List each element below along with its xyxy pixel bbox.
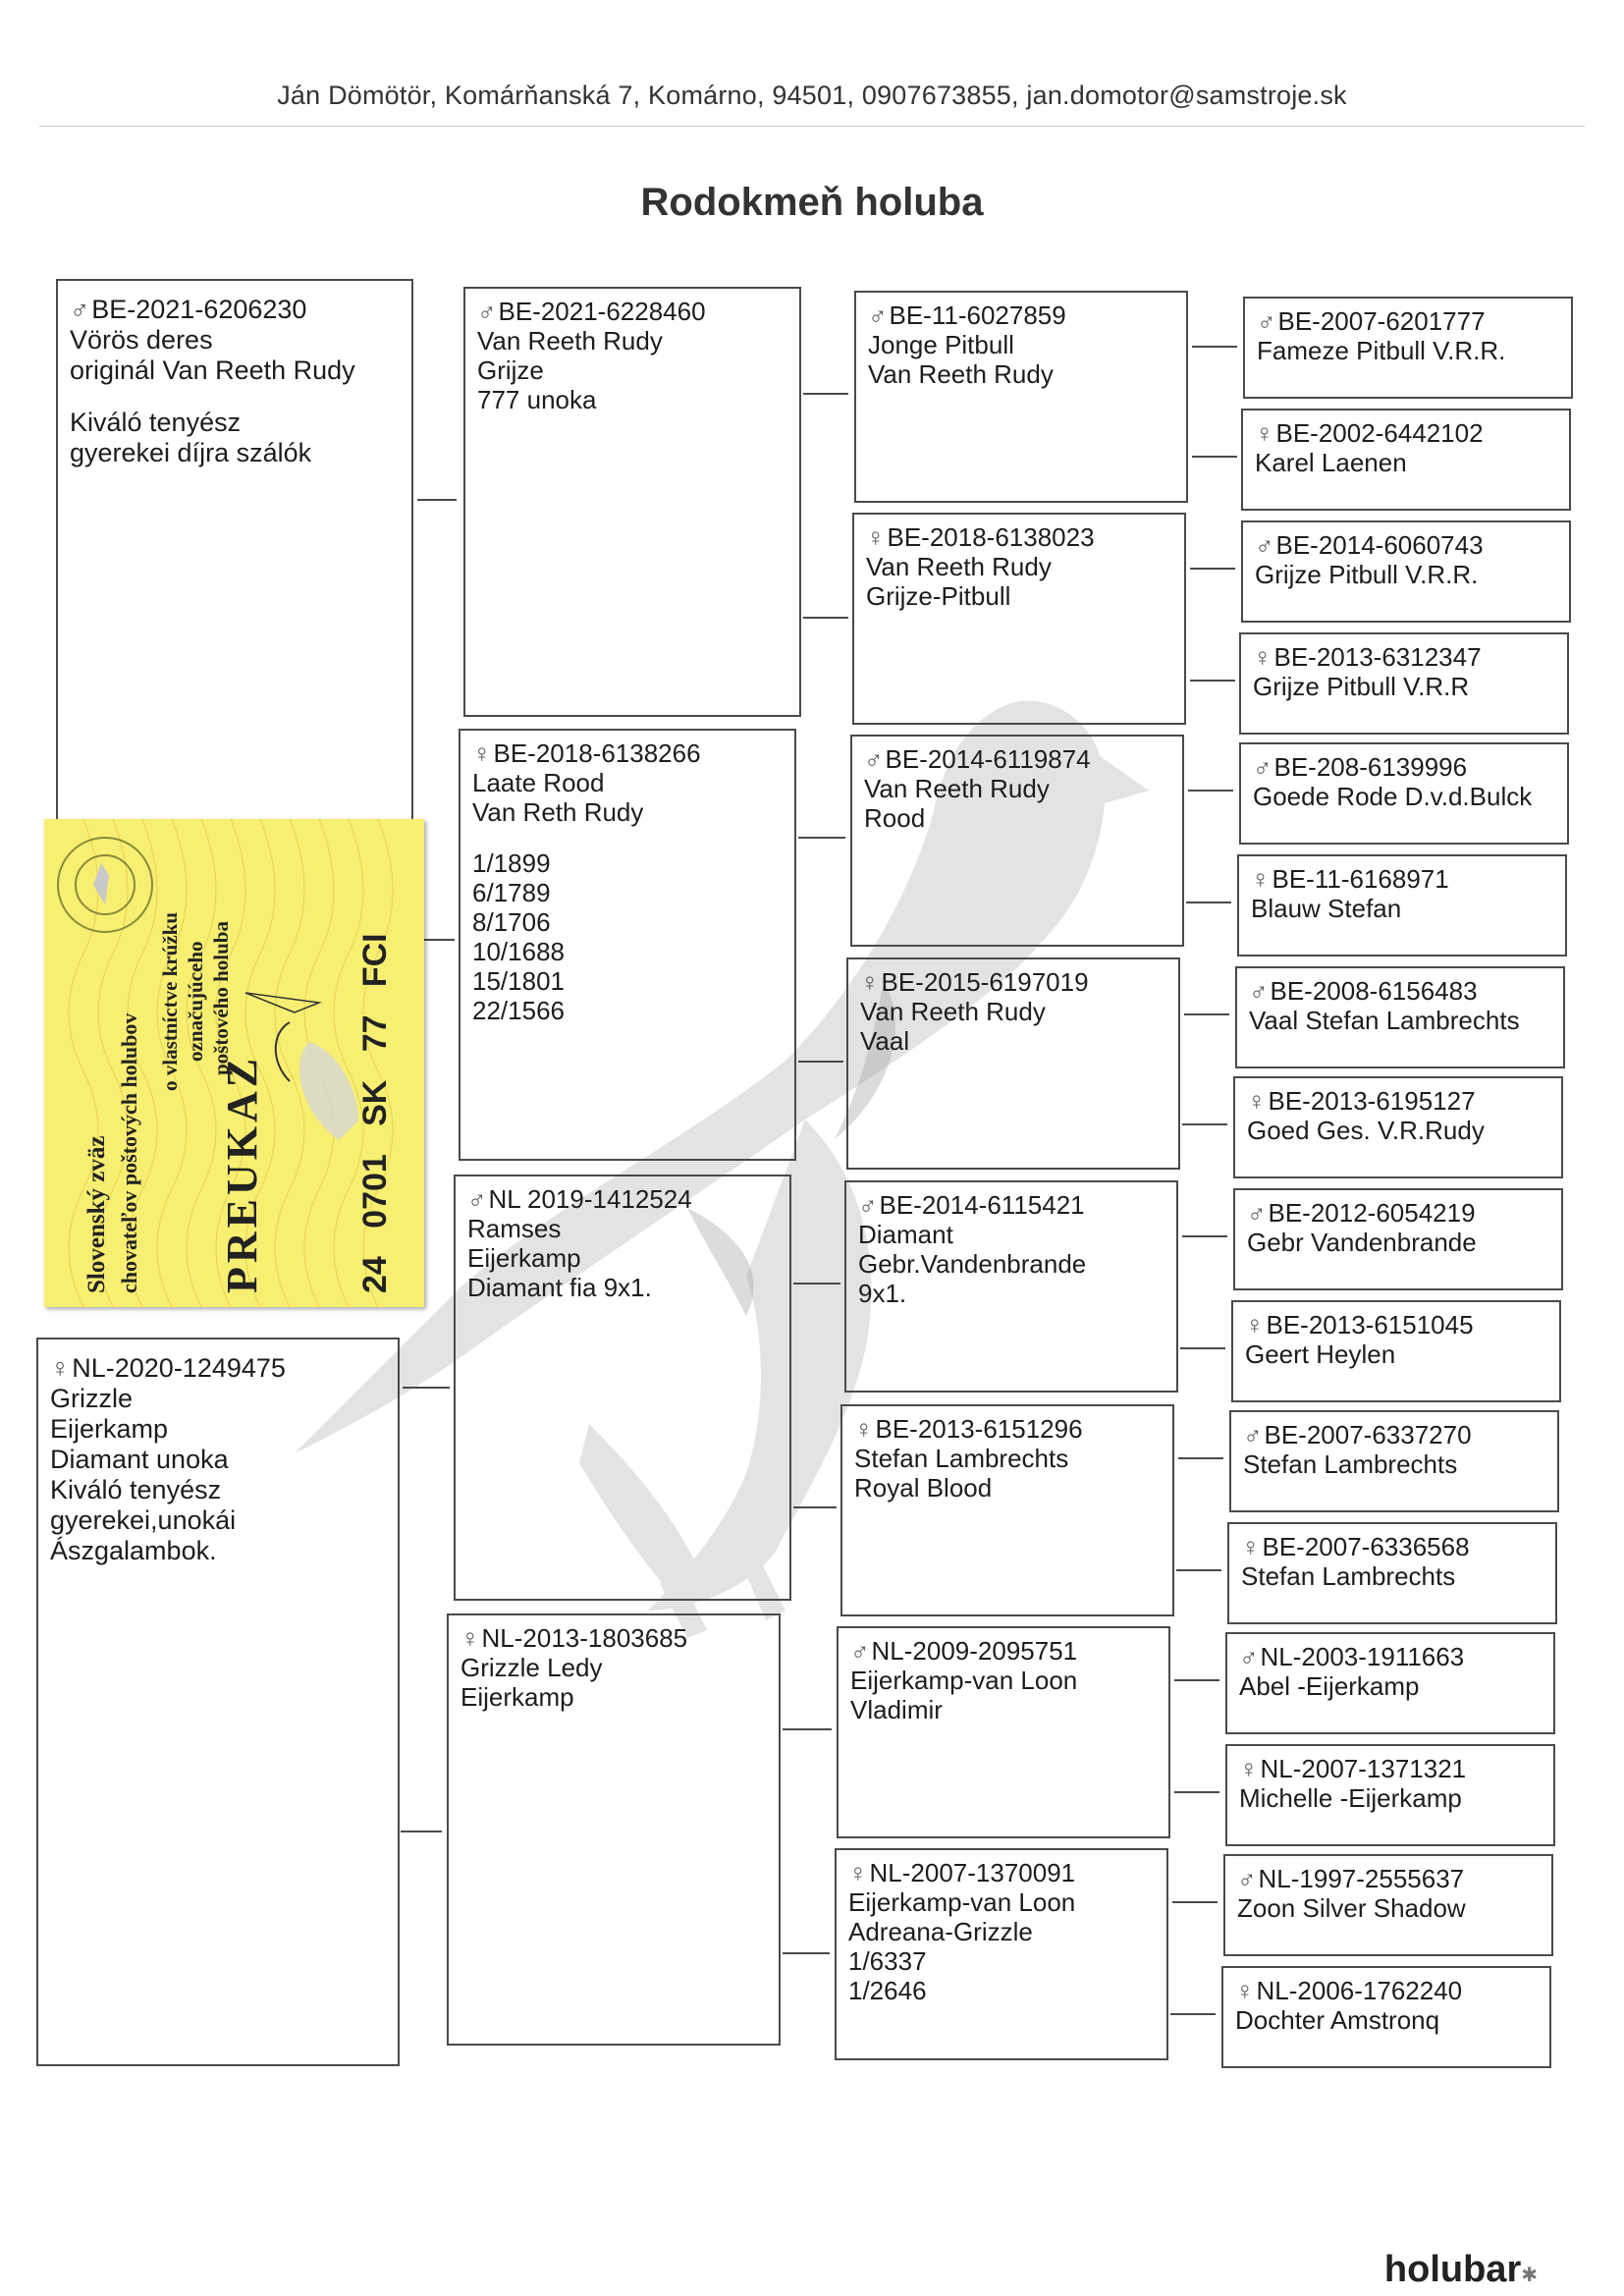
gen4-ring-line bbox=[1253, 642, 1555, 672]
female-icon: ♀ bbox=[1251, 864, 1271, 894]
dam-root-line: Grizzle bbox=[50, 1384, 134, 1413]
male-icon: ♂ bbox=[1253, 752, 1272, 782]
gen4-ring-line bbox=[1239, 1642, 1542, 1671]
gen4-ring-line bbox=[1247, 1086, 1549, 1116]
association-emblem bbox=[58, 838, 152, 932]
female-icon: ♀ bbox=[1235, 1976, 1255, 2005]
gen4-line: Dochter Amstronq bbox=[1235, 2005, 1440, 2035]
female-icon: ♀ bbox=[1241, 1532, 1261, 1561]
female-icon: ♀ bbox=[854, 1414, 874, 1444]
gen4-ring: BE-2007-6337270 bbox=[1264, 1420, 1472, 1449]
male-icon: ♂ bbox=[477, 297, 497, 326]
gen3-line: Van Reeth Rudy bbox=[860, 997, 1046, 1026]
subject-line: Vörös deres bbox=[70, 325, 213, 355]
gen3-line: Vladimir bbox=[850, 1695, 943, 1724]
gen4-ring-line bbox=[1255, 530, 1557, 560]
subject-note: Kiváló tenyész bbox=[70, 408, 242, 437]
gen4-ring: NL-2003-1911663 bbox=[1260, 1642, 1465, 1671]
gen3-box bbox=[852, 513, 1186, 725]
gen4-box bbox=[1229, 1410, 1559, 1512]
gen4-line: Stefan Lambrechts bbox=[1241, 1561, 1456, 1591]
gen4-ring-line bbox=[1251, 864, 1553, 894]
gen2-ring: BE-2021-6228460 bbox=[498, 297, 706, 326]
gen4-ring: BE-2008-6156483 bbox=[1270, 976, 1478, 1006]
gen4-ring: BE-2013-6312347 bbox=[1273, 642, 1482, 672]
gen2-ring: NL 2019-1412524 bbox=[488, 1184, 692, 1214]
gen3-ring: BE-2015-6197019 bbox=[881, 967, 1089, 997]
gen3-box bbox=[840, 1404, 1174, 1616]
dam-root-line: Kiváló tenyész bbox=[50, 1475, 222, 1504]
gen4-line: Vaal Stefan Lambrechts bbox=[1249, 1006, 1520, 1035]
connector-line bbox=[793, 1283, 840, 1285]
dam-root-line: Diamant unoka bbox=[50, 1445, 229, 1474]
male-icon: ♂ bbox=[850, 1636, 870, 1666]
connector-line bbox=[1182, 1123, 1227, 1125]
dam-root-box bbox=[36, 1338, 400, 2066]
male-icon: ♂ bbox=[1247, 1198, 1267, 1228]
footer-logo-text: holubar bbox=[1383, 2249, 1522, 2290]
gen2-ring-line bbox=[477, 297, 787, 326]
connector-line bbox=[417, 499, 457, 501]
gen3-box bbox=[846, 957, 1180, 1170]
gen4-box bbox=[1223, 1854, 1553, 1956]
gen4-ring: BE-2014-6060743 bbox=[1275, 530, 1484, 560]
gen4-box bbox=[1231, 1300, 1561, 1402]
gen4-line: Goede Rode D.v.d.Bulck bbox=[1253, 782, 1533, 811]
card-subtitle1: o vlastníctve krúžku bbox=[158, 911, 182, 1091]
gen4-ring-line bbox=[1245, 1310, 1547, 1339]
gen4-ring: BE-11-6168971 bbox=[1272, 864, 1449, 894]
holubar-logo bbox=[1384, 2249, 1538, 2291]
gen4-ring-line bbox=[1247, 1198, 1549, 1228]
connector-line bbox=[403, 1387, 450, 1389]
gen3-ring-line bbox=[866, 522, 1172, 552]
gen3-line: Van Reeth Rudy bbox=[868, 359, 1054, 389]
dam-root-line: Eijerkamp bbox=[50, 1414, 169, 1444]
connector-line bbox=[1186, 902, 1231, 903]
subject-line: originál Van Reeth Rudy bbox=[70, 355, 355, 385]
gen3-ring: BE-11-6027859 bbox=[889, 301, 1066, 330]
dam-root-ring-line bbox=[50, 1353, 386, 1384]
gen4-ring: BE-2013-6151045 bbox=[1266, 1310, 1474, 1339]
gen4-box bbox=[1241, 409, 1571, 511]
gen4-ring: BE-208-6139996 bbox=[1273, 752, 1468, 782]
gen3-line: Stefan Lambrechts bbox=[854, 1444, 1069, 1473]
gen4-ring: BE-2007-6336568 bbox=[1262, 1532, 1470, 1561]
connector-line bbox=[1180, 1347, 1225, 1349]
gen3-line: Van Reeth Rudy bbox=[866, 552, 1052, 581]
gen2-line: Ramses bbox=[467, 1214, 562, 1243]
gen4-box bbox=[1233, 1188, 1563, 1290]
header-divider bbox=[39, 126, 1585, 127]
gen2-box-dam bbox=[447, 1613, 781, 2046]
female-icon: ♀ bbox=[1245, 1310, 1265, 1339]
female-icon: ♀ bbox=[1253, 642, 1272, 672]
gen4-line: Geert Heylen bbox=[1245, 1339, 1396, 1369]
gen2-ring: NL-2013-1803685 bbox=[481, 1623, 688, 1653]
gen4-box bbox=[1221, 1966, 1551, 2068]
gen2-line: Diamant fia 9x1. bbox=[467, 1273, 652, 1302]
gen2-ring-line bbox=[460, 1623, 767, 1653]
male-icon: ♂ bbox=[1237, 1864, 1257, 1893]
female-icon: ♀ bbox=[1247, 1086, 1267, 1116]
gen2-result: 22/1566 bbox=[472, 996, 565, 1025]
gen4-ring: BE-2002-6442102 bbox=[1275, 418, 1484, 448]
female-icon: ♀ bbox=[472, 738, 492, 768]
gen4-box bbox=[1239, 742, 1569, 845]
male-icon: ♂ bbox=[858, 1190, 878, 1220]
connector-line bbox=[798, 837, 845, 839]
gen4-line: Abel -Eijerkamp bbox=[1239, 1671, 1420, 1701]
gen4-ring-line bbox=[1253, 752, 1555, 782]
gen4-ring: BE-2007-6201777 bbox=[1277, 306, 1486, 336]
gen3-box bbox=[844, 1180, 1178, 1393]
gen4-ring: NL-2006-1762240 bbox=[1256, 1976, 1463, 2005]
connector-line bbox=[1174, 1679, 1219, 1681]
connector-line bbox=[1192, 456, 1237, 458]
header-contact: Ján Dömötör, Komárňanská 7, Komárno, 94501, 0907673855, jan.domotor@samstroje.sk bbox=[277, 81, 1347, 110]
connector-line bbox=[1174, 1791, 1219, 1793]
gen3-ring: BE-2014-6119874 bbox=[885, 744, 1091, 774]
dam-root-ring: NL-2020-1249475 bbox=[72, 1353, 286, 1383]
gen3-line: Rood bbox=[864, 803, 926, 833]
gen2-line: Eijerkamp bbox=[467, 1243, 581, 1273]
gen4-box bbox=[1235, 966, 1565, 1068]
gen2-result: 8/1706 bbox=[472, 907, 551, 937]
gen4-ring-line bbox=[1239, 1754, 1542, 1783]
spacer bbox=[472, 827, 783, 848]
gen2-result: 6/1789 bbox=[472, 878, 551, 907]
gen4-box bbox=[1241, 520, 1571, 623]
connector-line bbox=[803, 617, 848, 619]
gen4-line: Zoon Silver Shadow bbox=[1237, 1893, 1466, 1923]
gen4-line: Grijze Pitbull V.R.R. bbox=[1255, 560, 1479, 589]
gen3-line: 9x1. bbox=[858, 1279, 907, 1308]
connector-line bbox=[793, 1506, 837, 1508]
gen4-box bbox=[1227, 1522, 1557, 1624]
gen3-box bbox=[854, 291, 1188, 503]
gen4-ring-line bbox=[1255, 418, 1557, 448]
gen4-ring-line bbox=[1249, 976, 1551, 1006]
male-icon: ♂ bbox=[864, 744, 884, 774]
gen4-line: Stefan Lambrechts bbox=[1243, 1449, 1458, 1479]
star-icon: ✱ bbox=[1521, 2265, 1538, 2286]
male-icon: ♂ bbox=[1257, 306, 1276, 336]
connector-line bbox=[1182, 1235, 1227, 1237]
ownership-card bbox=[44, 819, 424, 1307]
gen4-ring-line bbox=[1241, 1532, 1543, 1561]
female-icon: ♀ bbox=[848, 1858, 868, 1887]
gen3-ring: BE-2013-6151296 bbox=[875, 1414, 1083, 1444]
gen4-ring: BE-2013-6195127 bbox=[1268, 1086, 1476, 1116]
gen3-ring-line bbox=[848, 1858, 1155, 1887]
gen2-line: Laate Rood bbox=[472, 768, 605, 797]
gen3-line: Jonge Pitbull bbox=[868, 330, 1014, 359]
connector-line bbox=[783, 1728, 832, 1730]
gen3-ring-line bbox=[868, 301, 1174, 330]
gen2-line: 777 unoka bbox=[477, 385, 597, 414]
gen3-line: Gebr.Vandenbrande bbox=[858, 1249, 1087, 1279]
gen2-line: Eijerkamp bbox=[460, 1682, 574, 1712]
male-icon: ♂ bbox=[1249, 976, 1269, 1006]
male-icon: ♂ bbox=[1255, 530, 1274, 560]
female-icon: ♀ bbox=[866, 522, 886, 552]
gen2-line: Grijze bbox=[477, 355, 544, 385]
gen2-line: Grizzle Ledy bbox=[460, 1653, 603, 1682]
gen4-ring-line bbox=[1235, 1976, 1538, 2005]
gen2-ring-line bbox=[467, 1184, 778, 1214]
gen3-box bbox=[835, 1848, 1168, 2060]
gen3-ring-line bbox=[854, 1414, 1161, 1444]
gen4-ring-line bbox=[1257, 306, 1559, 336]
gen4-line: Goed Ges. V.R.Rudy bbox=[1247, 1116, 1485, 1145]
female-icon: ♀ bbox=[50, 1353, 71, 1383]
card-subtitle2: označujúceho bbox=[184, 941, 207, 1062]
card-ring-number: 24 0701 SK 77 FCI bbox=[356, 933, 394, 1293]
gen2-line: Van Reth Rudy bbox=[472, 797, 644, 827]
gen3-box bbox=[837, 1626, 1170, 1838]
subject-ring-line bbox=[70, 295, 400, 325]
gen4-box bbox=[1225, 1632, 1555, 1734]
male-icon: ♂ bbox=[1239, 1642, 1259, 1671]
gen4-box bbox=[1239, 632, 1569, 735]
gen2-result: 10/1688 bbox=[472, 937, 565, 966]
subject-ring: BE-2021-6206230 bbox=[91, 295, 307, 324]
male-icon: ♂ bbox=[70, 295, 90, 324]
gen2-ring: BE-2018-6138266 bbox=[493, 738, 701, 768]
connector-line bbox=[1176, 1569, 1221, 1571]
connector-line bbox=[803, 393, 848, 395]
gen3-line: Vaal bbox=[860, 1026, 910, 1056]
gen4-box bbox=[1243, 297, 1573, 399]
connector-line bbox=[798, 1061, 843, 1063]
gen2-box-sire bbox=[454, 1175, 791, 1601]
gen2-box-sire bbox=[463, 287, 801, 717]
gen3-ring: NL-2007-1370091 bbox=[869, 1858, 1076, 1887]
card-org-line1: Slovenský zväz bbox=[83, 1135, 110, 1293]
gen4-ring: BE-2012-6054219 bbox=[1268, 1198, 1476, 1228]
gen2-result: 15/1801 bbox=[472, 966, 565, 996]
card-subtitle3: poštového holuba bbox=[209, 921, 233, 1075]
gen4-ring: NL-2007-1371321 bbox=[1260, 1754, 1467, 1783]
female-icon: ♀ bbox=[1239, 1754, 1259, 1783]
female-icon: ♀ bbox=[460, 1623, 480, 1653]
gen2-box-dam bbox=[459, 729, 796, 1161]
gen3-ring-line bbox=[850, 1636, 1157, 1666]
connector-line bbox=[401, 1831, 442, 1832]
connector-line bbox=[1190, 680, 1235, 682]
gen3-line: Eijerkamp-van Loon bbox=[850, 1666, 1078, 1695]
connector-line bbox=[1184, 1013, 1229, 1015]
gen3-ring-line bbox=[858, 1190, 1164, 1220]
gen2-line: Van Reeth Rudy bbox=[477, 326, 663, 355]
gen4-ring: NL-1997-2555637 bbox=[1258, 1864, 1465, 1893]
spacer bbox=[70, 386, 400, 408]
gen2-ring-line bbox=[472, 738, 783, 768]
gen3-box bbox=[850, 735, 1184, 947]
gen3-line: Royal Blood bbox=[854, 1473, 993, 1503]
card-title: PREUKAZ bbox=[218, 1054, 266, 1293]
gen4-line: Blauw Stefan bbox=[1251, 894, 1402, 923]
connector-line bbox=[1178, 1457, 1223, 1459]
connector-line bbox=[1188, 790, 1233, 792]
male-icon: ♂ bbox=[1243, 1420, 1263, 1449]
female-icon: ♀ bbox=[1255, 418, 1274, 448]
dam-root-line: Ászgalambok. bbox=[50, 1536, 217, 1565]
connector-line bbox=[1190, 568, 1235, 570]
connector-line bbox=[1172, 1901, 1218, 1903]
page-title: Rodokmeň holuba bbox=[640, 181, 984, 224]
gen3-line: Eijerkamp-van Loon bbox=[848, 1887, 1076, 1917]
connector-line bbox=[1170, 2013, 1216, 2015]
card-org-line2: chovateľov poštových holubov bbox=[117, 1012, 141, 1293]
gen3-ring: BE-2018-6138023 bbox=[887, 522, 1095, 552]
gen4-ring-line bbox=[1237, 1864, 1540, 1893]
subject-note: gyerekei díjra szálók bbox=[70, 438, 312, 467]
female-icon: ♀ bbox=[860, 967, 880, 997]
gen4-ring-line bbox=[1243, 1420, 1545, 1449]
gen3-ring-line bbox=[864, 744, 1170, 774]
gen4-box bbox=[1233, 1076, 1563, 1178]
gen3-ring: BE-2014-6115421 bbox=[879, 1190, 1085, 1220]
gen3-ring-line bbox=[860, 967, 1166, 997]
gen4-line: Grijze Pitbull V.R.R bbox=[1253, 672, 1470, 701]
ownership-card-content bbox=[44, 819, 424, 1307]
gen3-line: Adreana-Grizzle bbox=[848, 1917, 1033, 1946]
gen4-line: Fameze Pitbull V.R.R. bbox=[1257, 336, 1506, 365]
connector-line bbox=[783, 1952, 830, 1954]
gen4-line: Gebr Vandenbrande bbox=[1247, 1228, 1477, 1257]
male-icon: ♂ bbox=[868, 301, 888, 330]
male-icon: ♂ bbox=[467, 1184, 487, 1214]
gen4-line: Michelle -Eijerkamp bbox=[1239, 1783, 1462, 1813]
gen3-line: 1/6337 bbox=[848, 1946, 927, 1976]
gen3-ring: NL-2009-2095751 bbox=[871, 1636, 1078, 1666]
connector-line bbox=[1192, 346, 1237, 348]
gen3-line: Diamant bbox=[858, 1220, 953, 1249]
gen3-line: Van Reeth Rudy bbox=[864, 774, 1050, 803]
gen4-line: Karel Laenen bbox=[1255, 448, 1407, 477]
gen4-box bbox=[1225, 1744, 1555, 1846]
gen3-line: 1/2646 bbox=[848, 1976, 927, 2005]
gen2-result: 1/1899 bbox=[472, 848, 551, 878]
dam-root-line: gyerekei,unokái bbox=[50, 1505, 237, 1535]
gen4-box bbox=[1237, 854, 1567, 957]
gen3-line: Grijze-Pitbull bbox=[866, 581, 1011, 611]
